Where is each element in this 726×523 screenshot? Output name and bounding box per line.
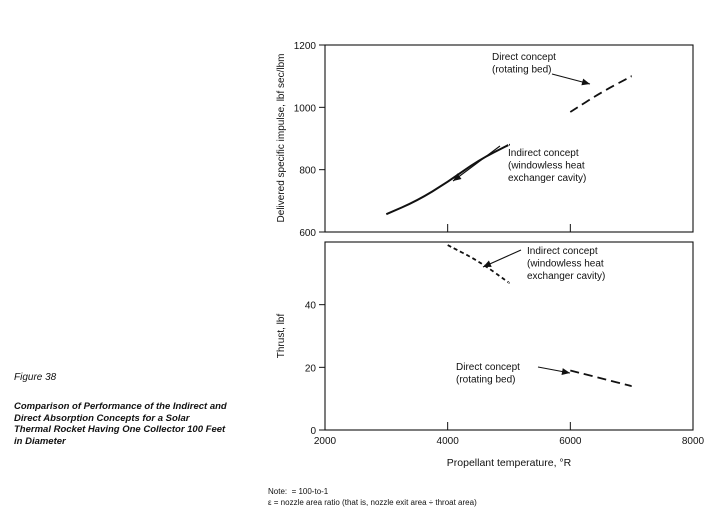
series-annotation: Indirect concept (windowless heat exchanger cavity) [508, 148, 587, 184]
x-tick-label: 6000 [559, 436, 582, 447]
indirect-concept-series-line [448, 245, 509, 283]
figure-note [268, 486, 477, 508]
figure-caption [14, 372, 229, 447]
series-annotation: Indirect concept (windowless heat exchanger cavity) [527, 246, 606, 282]
x-tick-label: 4000 [436, 436, 459, 447]
bottom-y-axis-label: Thrust, lbf [276, 313, 287, 359]
series-annotation: Direct concept (rotating bed) [456, 362, 520, 386]
y-tick-label: 1000 [293, 103, 316, 115]
y-tick-label: 600 [299, 228, 316, 239]
indirect-concept-series-line [386, 145, 509, 215]
y-tick-label: 800 [299, 165, 316, 177]
x-tick-label: 8000 [681, 436, 705, 447]
y-tick-label: 40 [304, 300, 316, 312]
x-axis-label: Propellant temperature, °R [446, 457, 572, 469]
top-series-group [386, 76, 631, 214]
direct-concept-series-line [570, 371, 631, 387]
x-tick-label: 2000 [313, 436, 337, 447]
top-panel [276, 41, 693, 239]
annotation-arrow-line [453, 146, 500, 181]
top-y-axis-label: Delivered specific impulse, lbf sec/lbm [276, 53, 287, 223]
bottom-plot-frame [325, 242, 693, 430]
note-line-1: Note: = 100-to-1 [268, 487, 329, 496]
figure-title: Comparison of Performance of the Indirect and Direct Absorption Concepts for a Solar Thermal Rocket Having One Collector 100 Feet in Diameter [14, 401, 227, 447]
arrow-head [581, 79, 590, 86]
arrow-head [562, 368, 571, 375]
y-tick-label: 0 [310, 426, 316, 437]
series-annotation: Direct concept (rotating bed) [492, 52, 556, 76]
note-line-2: ε = nozzle area ratio (that is, nozzle exit area ÷ throat area) [268, 498, 477, 507]
y-tick-label: 20 [304, 363, 316, 375]
bottom-annotation-group [456, 246, 605, 386]
figure-label: Figure 38 [14, 372, 57, 383]
y-tick-label: 1200 [293, 41, 316, 52]
bottom-panel [276, 242, 705, 469]
